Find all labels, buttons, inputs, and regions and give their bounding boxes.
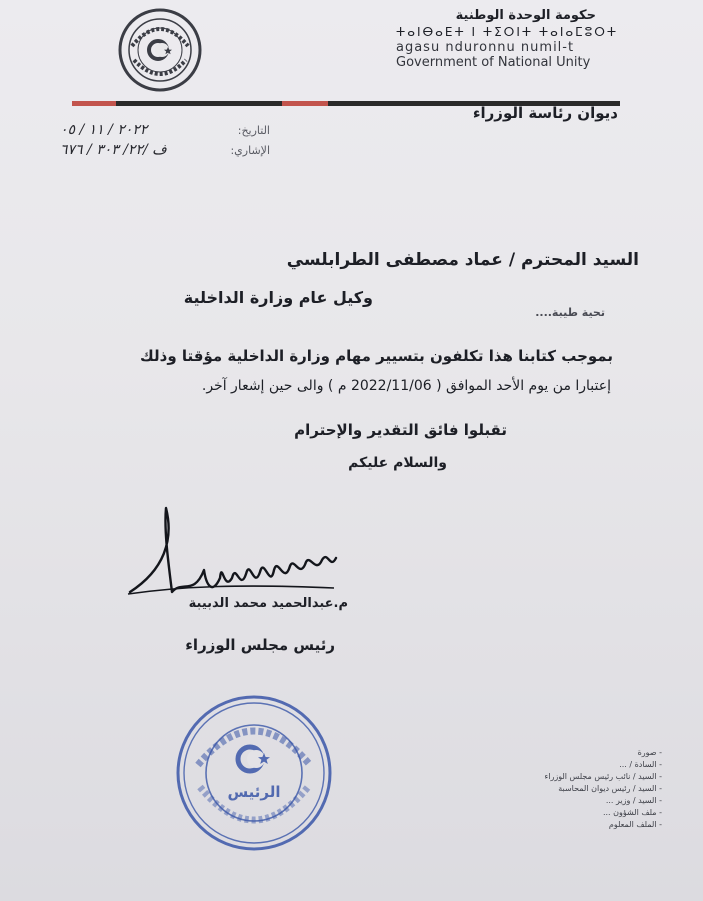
government-emblem-logo bbox=[112, 6, 208, 94]
closing-salutation: والسلام عليكم bbox=[348, 455, 447, 471]
body-paragraph-2: إعتبارا من يوم الأحد الموافق ( 2022/11/06 م ) والى حين إشعار آخر. bbox=[201, 378, 611, 394]
cc-item: - السيد / رئيس ديوان المحاسبة bbox=[558, 784, 662, 793]
addressee-position: وكيل عام وزارة الداخلية bbox=[183, 288, 373, 307]
gov-name-arabic: حكومة الوحدة الوطنية bbox=[455, 8, 596, 23]
letterhead-government-name bbox=[396, 8, 636, 70]
cc-item: - ملف الشؤون ... bbox=[602, 808, 662, 817]
cc-item: - صورة bbox=[637, 748, 662, 757]
closing-regards: تقبلوا فائق التقدير والإحترام bbox=[294, 421, 507, 439]
body-paragraph-1: بموجب كتابنا هذا تكلفون بتسيير مهام وزارة الداخلية مؤقتا وذلك bbox=[140, 347, 613, 365]
date-value: ٢٠٢٢ / ١١ / ٠٥ bbox=[60, 122, 148, 138]
seal-center-text: الرئيس bbox=[227, 783, 281, 801]
signer-name: م.عبدالحميد محمد الدبيبة bbox=[188, 596, 348, 611]
cc-item: - السيد / وزير ... bbox=[605, 796, 662, 805]
date-label: التاريخ: bbox=[237, 123, 270, 137]
reference-label: الإشاري: bbox=[230, 143, 270, 157]
reference-value: ف /٢٢/ ٣٠٣ / ٦٧٦ bbox=[60, 142, 167, 158]
official-seal-stamp bbox=[174, 693, 334, 853]
office-name: ديوان رئاسة الوزراء bbox=[472, 104, 618, 122]
signer-title: رئيس مجلس الوزراء bbox=[185, 636, 335, 654]
gov-name-berber-latin: agasu nduronnu numil-t bbox=[396, 40, 575, 55]
cc-item: - الملف المعلوم bbox=[608, 820, 662, 829]
cc-distribution-list bbox=[466, 748, 662, 832]
cc-item: - السادة / ... bbox=[619, 760, 662, 769]
gov-name-tifinagh: ⵜⴰⵏⴱⴰⴹⵜ ⵏ ⵜⵉⵔⵏⵜ ⵜⴰⵏⴰⵎⵓⵔⵜ bbox=[396, 25, 619, 39]
gov-name-english: Government of National Unity bbox=[396, 55, 591, 70]
cc-item: - السيد / نائب رئيس مجلس الوزراء bbox=[544, 772, 662, 781]
addressee: السيد المحترم / عماد مصطفى الطرابلسي bbox=[286, 250, 639, 270]
date-reference-block bbox=[60, 120, 270, 160]
greeting: تحية طيبة.... bbox=[535, 306, 605, 319]
